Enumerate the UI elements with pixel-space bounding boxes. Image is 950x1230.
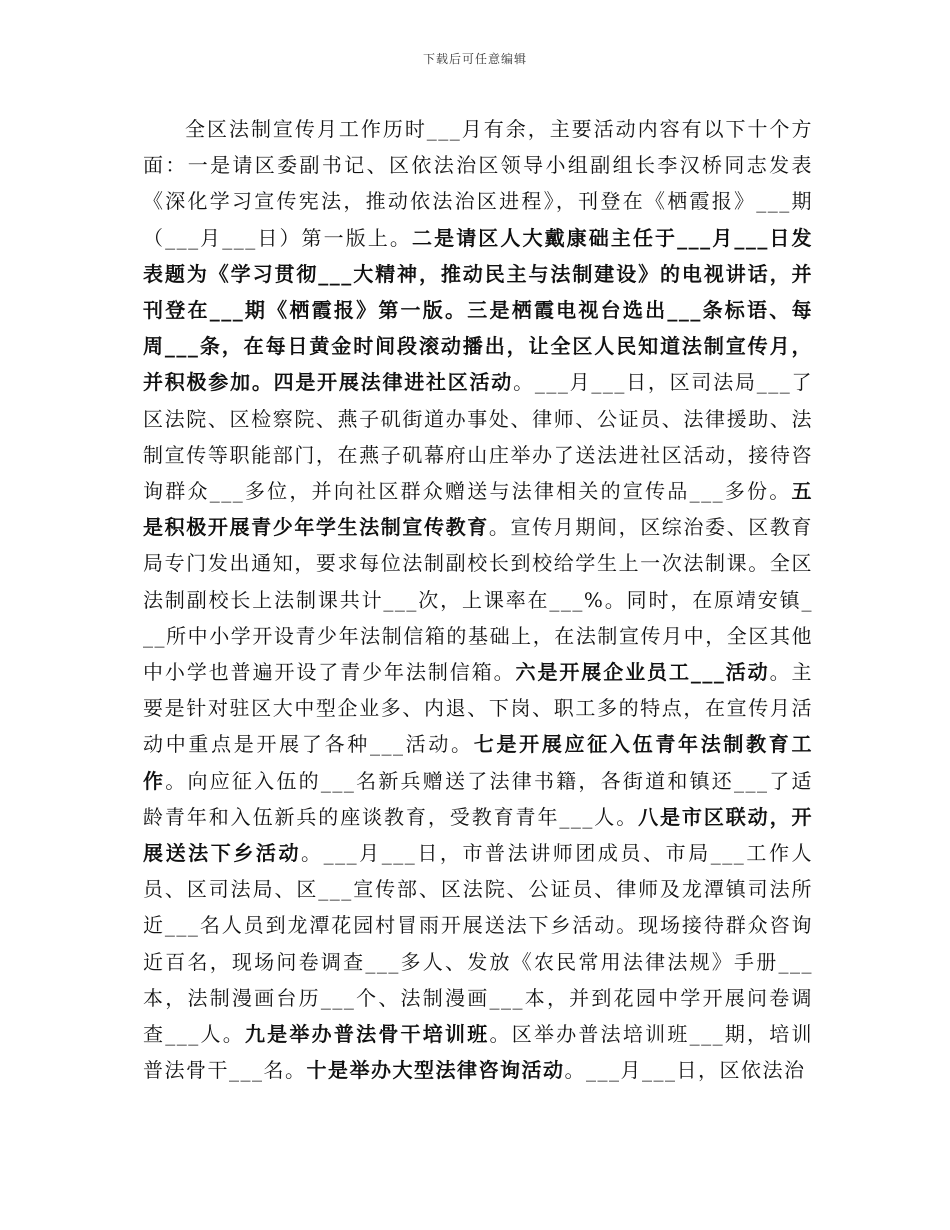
text-segment-11: 。___月___日，市普法讲师团成员、市局___工作人员、区司法局、区___宣传部、区法院、公证员、律师及龙潭镇司法所近___名人员到龙潭花园村冒雨开展送法下乡活动。现场接待群众咨询近百名，现场问卷调查___多人、发放《农民常用法律法规》手册___本，法制漫画台历___个、法制漫画___本，并到花园中学开展问卷调查___人。 — [143, 841, 814, 1047]
text-segment-1: 全区法制宣传月工作历时___月有余，主要活动内容有以下十个方面：一是请区委副书记、区依法治区领导小组副组长李汉桥同志发表《深化学习宣传宪法，推动依法治区进程》，刊登在《栖霞报》___期（___月___日）第一版上。 — [143, 117, 813, 250]
text-segment-13: 。区举办普法培训班___期，培训普法骨干___名。 — [143, 1022, 814, 1083]
text-segment-2-bold: 二是请区人大戴康础主任于___月___日发表题为《学习贯彻___大精神，推动民主与法制建设》的电视讲话，并刊登在___期《栖霞报》第一版。三是栖霞电视台选出___条标语、每周___条，在每日黄金时间段滚动播出，让全区人民知道法制宣传月，并积极参加。四是开展法律进社区活动 — [143, 225, 814, 395]
text-segment-6-bold: 六是开展企业员工___活动 — [515, 660, 770, 685]
text-segment-3: 。___月___日，区司法局___了区法院、区检察院、燕子矶街道办事处、律师、公证员、法律援助、法制宣传等职能部门，在燕子矶幕府山庄举办了送法进社区活动，接待咨询群众___多位，并向社区群众赠送与法律相关的宣传品___多份。 — [143, 370, 814, 504]
text-segment-12-bold: 九是举办普法骨干培训班 — [244, 1022, 490, 1047]
text-segment-15: 。___月___日，区依法治 — [564, 1058, 806, 1083]
document-body — [143, 111, 813, 1088]
text-segment-7: 。主要是针对驻区大中型企业多、内退、下岗、职工多的特点，在宣传月活动中重点是开展了各种___活动。 — [143, 660, 814, 757]
text-segment-9: 。向应征入伍的___名新兵赠送了法律书籍，各街道和镇还___了适龄青年和入伍新兵的座谈教育，受教育青年___人。 — [143, 768, 814, 829]
text-segment-5: 。宣传月期间，区综治委、区教育局专门发出通知，要求每位法制副校长到校给学生上一次法制课。全区法制副校长上法制课共计___次，上课率在___%。同时，在原靖安镇___所中小学开设青少年法制信箱的基础上，在法制宣传月中，全区其他中小学也普遍开设了青少年法制信箱。 — [143, 515, 814, 685]
text-segment-14-bold: 十是举办大型法律咨询活动 — [306, 1058, 565, 1083]
text-segment-10-bold: 八是市区联动，开展送法下乡活动 — [143, 804, 814, 866]
text-segment-8-bold: 七是开展应征入伍青年法制教育工作 — [143, 732, 813, 793]
text-segment-4-bold: 五是积极开展青少年学生法制宣传教育 — [143, 479, 813, 540]
page-header: 下载后可任意编辑 — [422, 52, 527, 66]
